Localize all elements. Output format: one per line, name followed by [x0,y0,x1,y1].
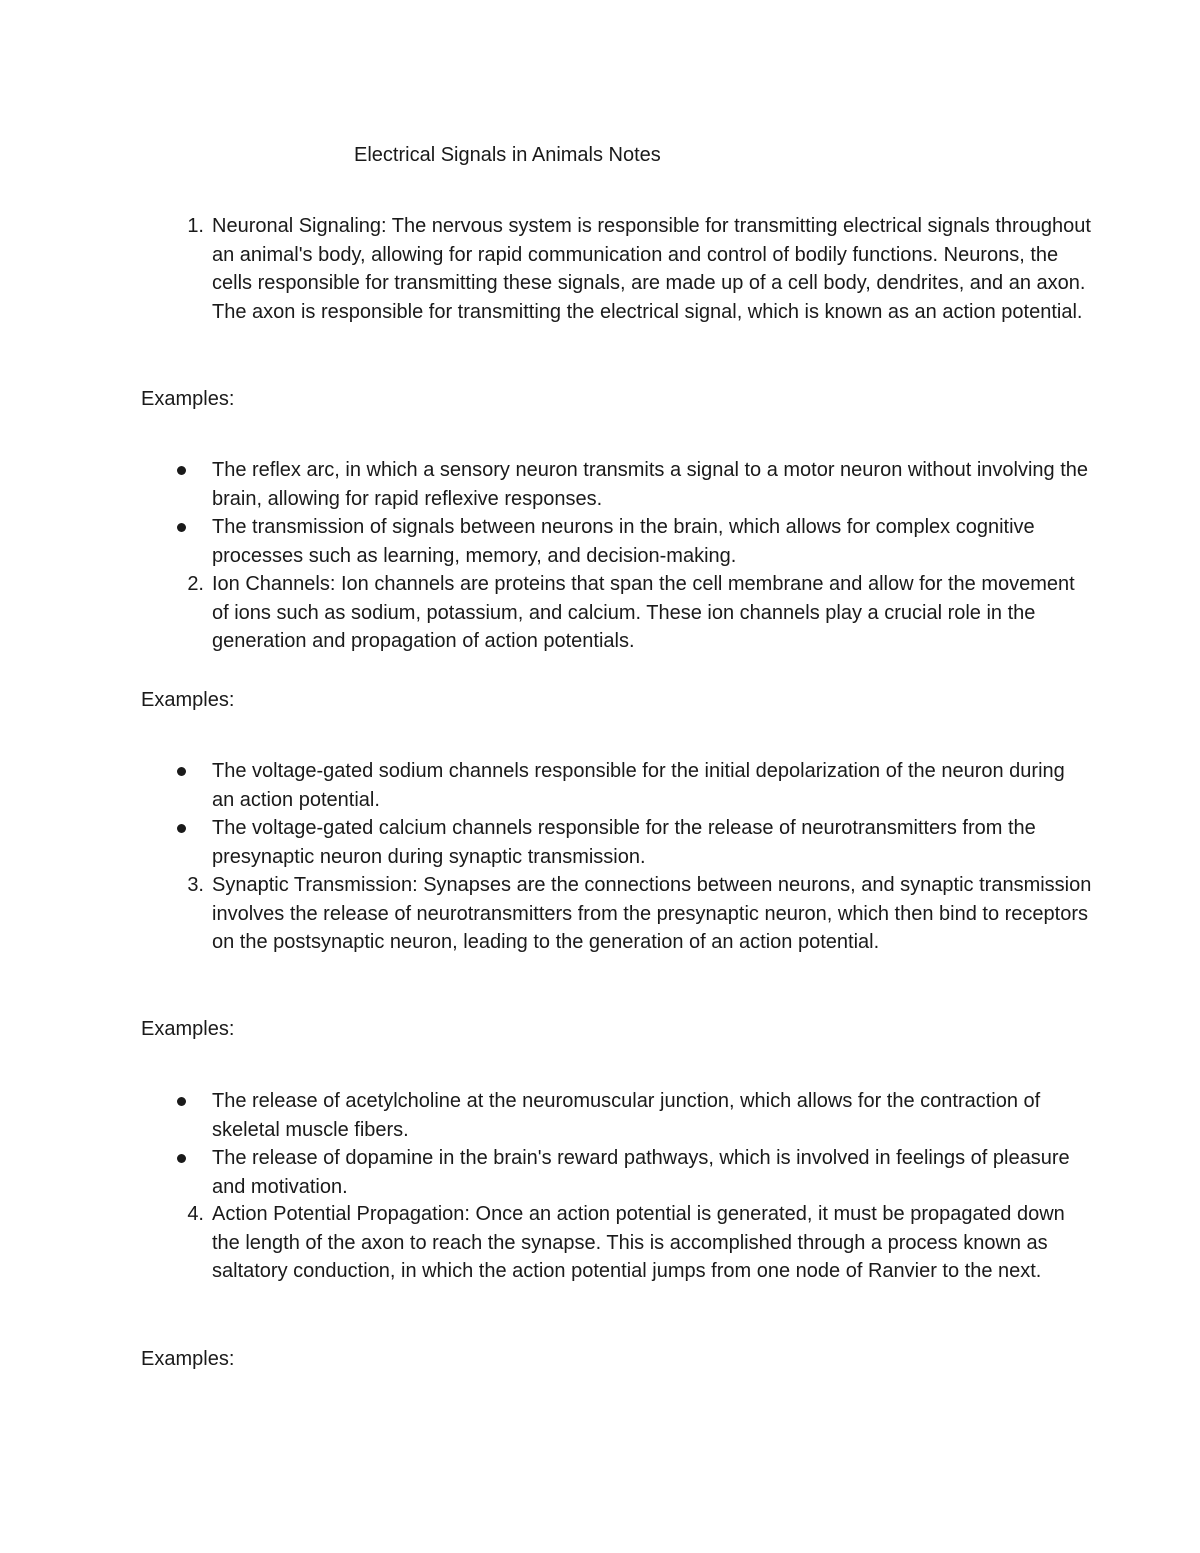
numbered-item-4 [187,1200,1092,1286]
bullet-item [212,757,1092,814]
bullet-text: The voltage-gated calcium channels responsible for the release of neurotransmitters from the presynaptic neuron during synaptic transmission. [212,817,1036,868]
bullet-icon [177,824,186,833]
bullet-item [212,1144,1092,1201]
numbered-item-3 [187,871,1092,957]
list-number: 3. [187,874,204,896]
list-number: 2. [187,573,204,595]
bullet-icon [177,767,186,776]
bullet-text: The release of acetylcholine at the neuromuscular junction, which allows for the contraction of skeletal muscle fibers. [212,1090,1041,1141]
bullet-item [212,513,1092,570]
bullet-icon [177,466,186,475]
item-text: Neuronal Signaling: The nervous system is responsible for transmitting electrical signals throughout an animal's body, allowing for rapid communication and control of bodily functions. Neurons, the cells responsible for transmitting these signals, are made up of a cell body, dendrites, and an axon. The axon is responsible for transmitting the electrical signal, which is known as an action potential. [212,215,1091,323]
bullet-text: The transmission of signals between neurons in the brain, which allows for complex cognitive processes such as learning, memory, and decision-making. [212,516,1035,567]
bullet-item [212,1087,1092,1144]
examples-label-3: Examples: [141,1018,235,1040]
bullet-text: The voltage-gated sodium channels responsible for the initial depolarization of the neuron during an action potential. [212,760,1065,811]
bullet-item [212,814,1092,871]
document-title: Electrical Signals in Animals Notes [354,144,661,166]
bullet-icon [177,1154,186,1163]
numbered-item-2 [187,570,1092,656]
examples-label-4: Examples: [141,1348,235,1370]
list-number: 4. [187,1203,204,1225]
item-text: Synaptic Transmission: Synapses are the connections between neurons, and synaptic transmission involves the release of neurotransmitters from the presynaptic neuron, which then bind to receptors on the postsynaptic neuron, leading to the generation of an action potential. [212,874,1092,954]
item-text: Action Potential Propagation: Once an action potential is generated, it must be propagated down the length of the axon to reach the synapse. This is accomplished through a process known as saltatory conduction, in which the action potential jumps from one node of Ranvier to the next. [212,1203,1065,1283]
numbered-item-1 [187,212,1092,326]
bullet-text: The release of dopamine in the brain's reward pathways, which is involved in feelings of pleasure and motivation. [212,1147,1070,1198]
examples-label-1: Examples: [141,388,235,410]
bullet-icon [177,523,186,532]
bullet-icon [177,1097,186,1106]
item-text: Ion Channels: Ion channels are proteins that span the cell membrane and allow for the movement of ions such as sodium, potassium, and calcium. These ion channels play a crucial role in the generation and propagation of action potentials. [212,573,1075,653]
list-number: 1. [187,215,204,237]
examples-label-2: Examples: [141,689,235,711]
bullet-text: The reflex arc, in which a sensory neuron transmits a signal to a motor neuron without involving the brain, allowing for rapid reflexive responses. [212,459,1088,510]
bullet-item [212,456,1092,513]
